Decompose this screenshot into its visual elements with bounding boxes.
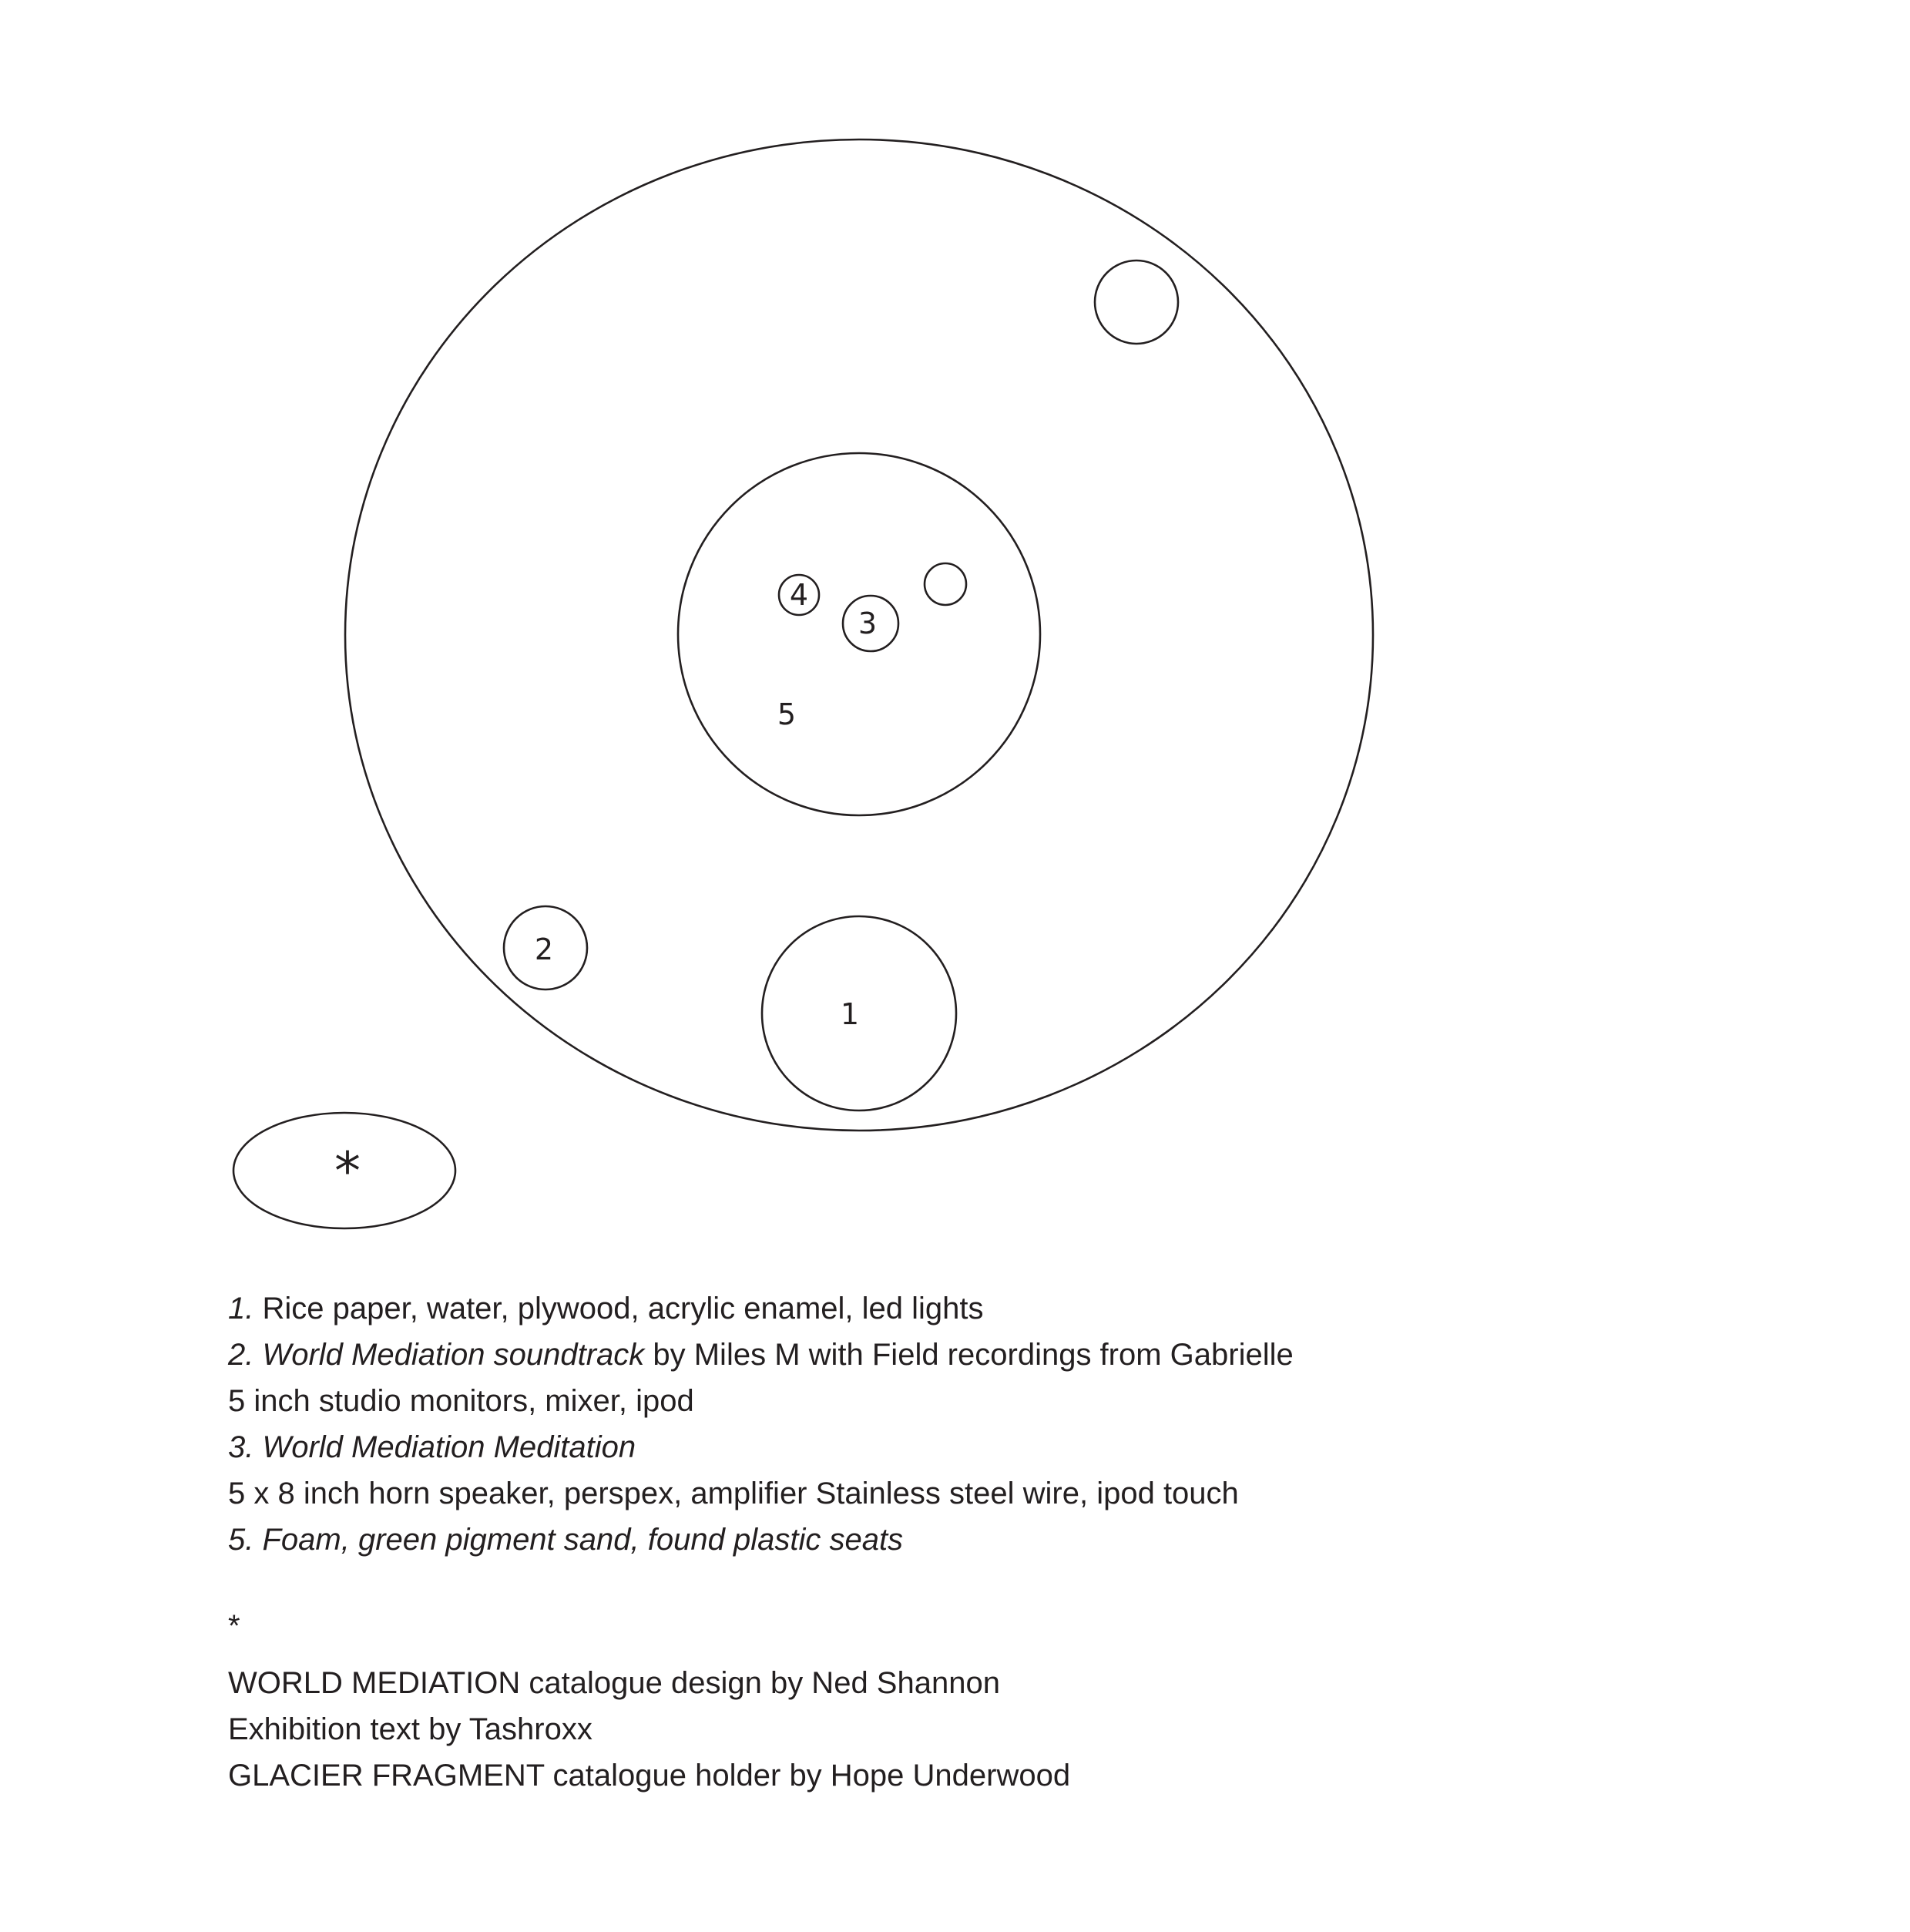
credit-line: Exhibition text by Tashroxx xyxy=(228,1712,592,1746)
caption-number: 1. xyxy=(228,1292,254,1326)
caption-materials: 5 x 8 inch horn speaker, perspex, amplifier Stainless steel wire, ipod touch xyxy=(228,1477,1239,1510)
credits xyxy=(228,1660,1070,1799)
caption-title: World Mediation soundtrack xyxy=(253,1338,645,1372)
label-piece-3: 3 xyxy=(858,606,878,640)
caption-line-6 xyxy=(228,1517,1294,1563)
credit-line: WORLD MEDIATION catalogue design by Ned Shannon xyxy=(228,1666,1000,1700)
caption-line-2 xyxy=(228,1332,1294,1378)
credits-marker: * xyxy=(228,1609,240,1643)
unnumbered-small-circle-center xyxy=(925,563,966,605)
label-piece-4: 4 xyxy=(789,578,809,612)
label-catalogue-marker: * xyxy=(334,1141,361,1202)
credit-line: GLACIER FRAGMENT catalogue holder by Hope Underwood xyxy=(228,1759,1071,1793)
caption-line-5 xyxy=(228,1470,1294,1517)
caption-line-1 xyxy=(228,1285,1294,1332)
caption-number: 2. xyxy=(228,1338,254,1372)
caption-materials: Rice paper, water, plywood, acrylic enamel, led lights xyxy=(253,1292,984,1326)
caption-number: 5. xyxy=(228,1523,254,1557)
caption-materials: 5 inch studio monitors, mixer, ipod xyxy=(228,1384,694,1418)
label-piece-2: 2 xyxy=(534,932,554,966)
caption-title: Foam, green pigment sand, found plastic seats xyxy=(253,1523,904,1557)
caption-materials: by Miles M with Field recordings from Gabrielle xyxy=(644,1338,1294,1372)
caption-title: World Mediation Meditation xyxy=(253,1430,636,1464)
caption-line-4 xyxy=(228,1424,1294,1470)
piece-captions xyxy=(228,1285,1294,1563)
caption-line-3 xyxy=(228,1378,1294,1424)
label-piece-5: 5 xyxy=(777,697,797,731)
caption-number: 3. xyxy=(228,1430,254,1464)
label-piece-1: 1 xyxy=(840,997,860,1031)
unnumbered-circle-top-right xyxy=(1095,260,1178,344)
